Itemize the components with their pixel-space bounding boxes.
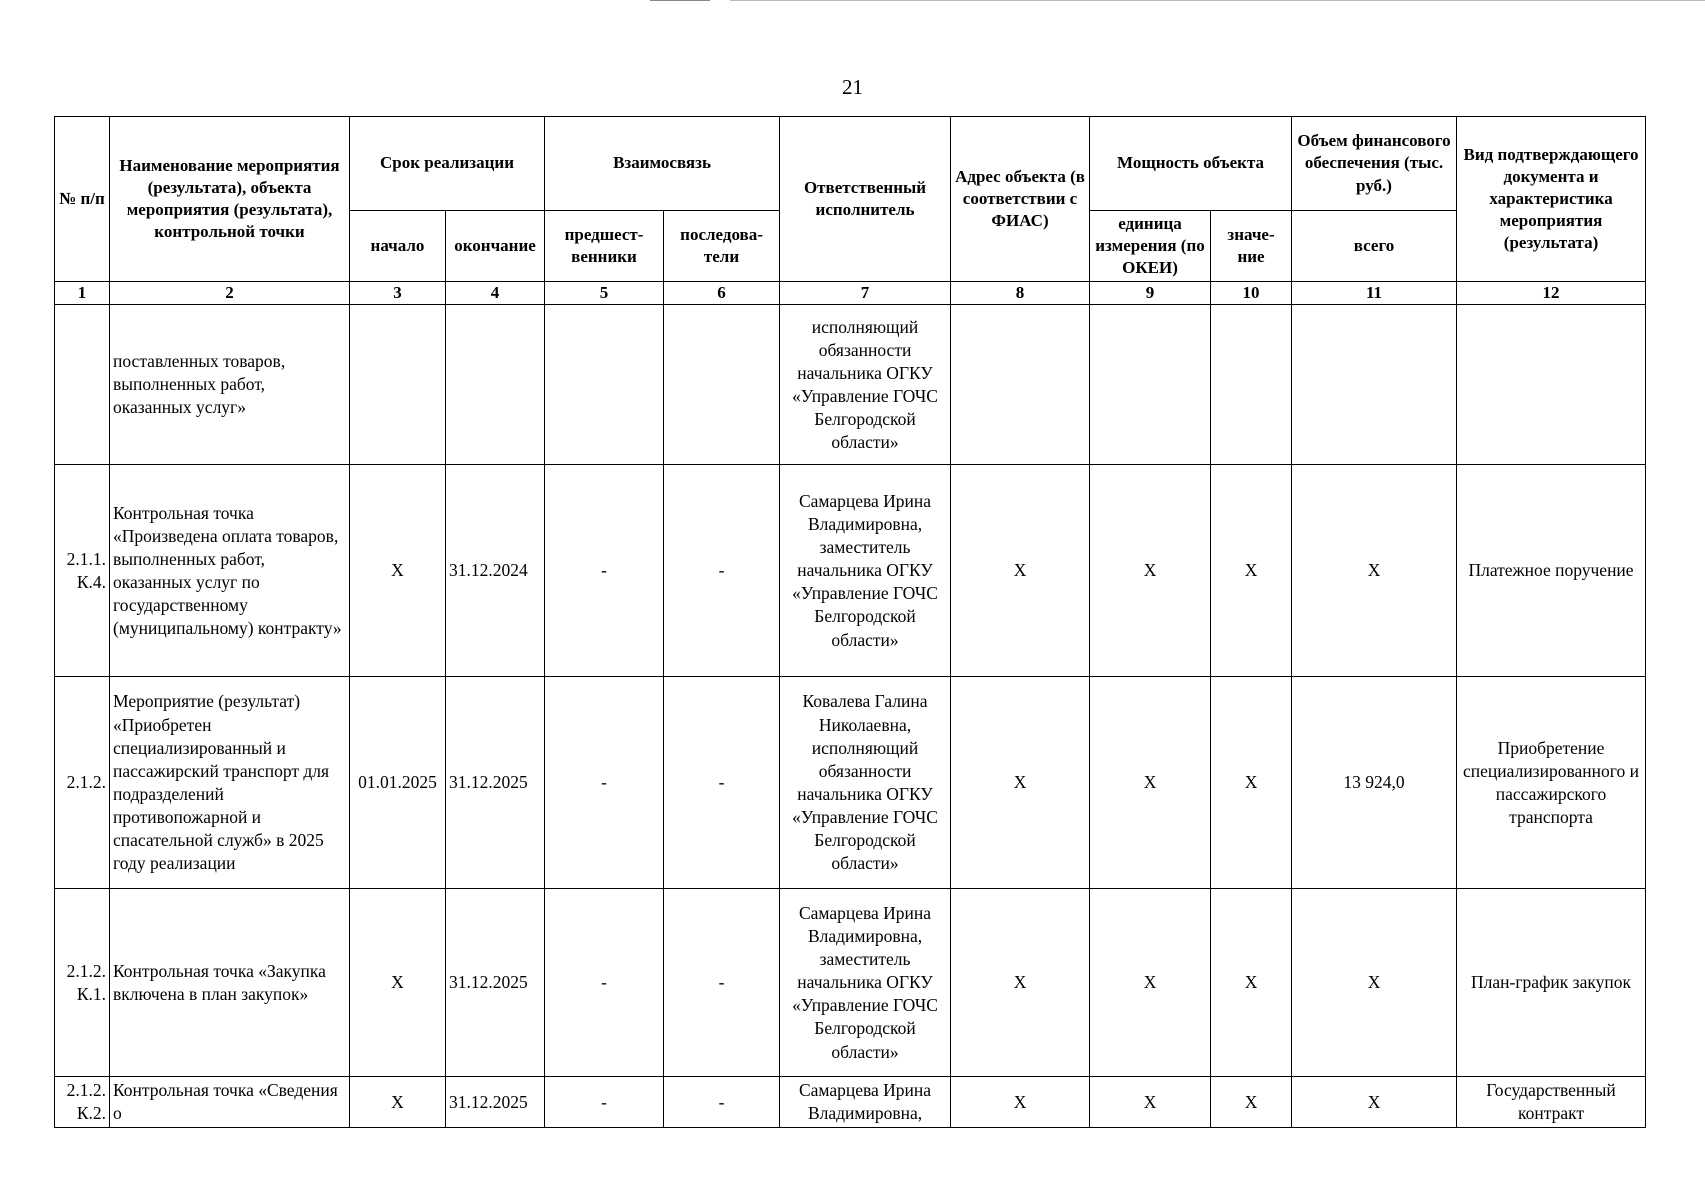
row-pred: - xyxy=(545,889,664,1077)
header-col-finance: Объем финансового обеспечения (тыс. руб.) xyxy=(1292,117,1457,211)
row-document: Государственный контракт xyxy=(1457,1077,1646,1128)
row-total: 13 924,0 xyxy=(1292,677,1457,889)
column-number-row xyxy=(55,282,1646,305)
row-address: X xyxy=(951,465,1090,677)
row-number: 2.1.1. К.4. xyxy=(55,465,110,677)
row-value xyxy=(1211,305,1292,465)
row-pred xyxy=(545,305,664,465)
header-col-start: начало xyxy=(350,211,446,282)
column-number: 10 xyxy=(1211,282,1292,305)
row-total xyxy=(1292,305,1457,465)
row-succ: - xyxy=(664,889,780,1077)
header-row-top xyxy=(55,117,1646,211)
row-responsible: Самарцева Ирина Владимировна, xyxy=(780,1077,951,1128)
row-start: X xyxy=(350,465,446,677)
row-succ: - xyxy=(664,465,780,677)
row-value: X xyxy=(1211,465,1292,677)
row-unit: X xyxy=(1090,677,1211,889)
header-col-succ: последова-тели xyxy=(664,211,780,282)
row-succ: - xyxy=(664,1077,780,1128)
column-number: 1 xyxy=(55,282,110,305)
column-number: 2 xyxy=(110,282,350,305)
row-name: Мероприятие (результат) «Приобретен специализированный и пассажирский транспорт для подразделений противопожарной и спасательной служб» в 2025 году реализации xyxy=(110,677,350,889)
row-total: X xyxy=(1292,465,1457,677)
row-address: X xyxy=(951,889,1090,1077)
column-number: 11 xyxy=(1292,282,1457,305)
row-pred: - xyxy=(545,677,664,889)
column-number: 9 xyxy=(1090,282,1211,305)
page-number: 21 xyxy=(842,75,863,99)
row-succ xyxy=(664,305,780,465)
header-col-end: окончание xyxy=(446,211,545,282)
row-responsible: исполняющий обязанности начальника ОГКУ «Управление ГОЧС Белгородской области» xyxy=(780,305,951,465)
table-row xyxy=(55,677,1646,889)
row-end: 31.12.2025 xyxy=(446,677,545,889)
row-name: Контрольная точка «Сведения о xyxy=(110,1077,350,1128)
column-number: 12 xyxy=(1457,282,1646,305)
row-succ: - xyxy=(664,677,780,889)
row-name: поставленных товаров, выполненных работ, оказанных услуг» xyxy=(110,305,350,465)
row-name: Контрольная точка «Произведена оплата товаров, выполненных работ, оказанных услуг по государственному (муниципальному) контракту» xyxy=(110,465,350,677)
row-end: 31.12.2025 xyxy=(446,889,545,1077)
implementation-plan-table xyxy=(54,116,1646,1128)
row-address: X xyxy=(951,677,1090,889)
row-pred: - xyxy=(545,1077,664,1128)
table-row xyxy=(55,1077,1646,1128)
row-number xyxy=(55,305,110,465)
row-document: План-график закупок xyxy=(1457,889,1646,1077)
table-row xyxy=(55,889,1646,1077)
row-start: X xyxy=(350,1077,446,1128)
header-col-term: Срок реализации xyxy=(350,117,545,211)
row-pred: - xyxy=(545,465,664,677)
row-end xyxy=(446,305,545,465)
header-col-total: всего xyxy=(1292,211,1457,282)
header-col-unit: единица измерения (по ОКЕИ) xyxy=(1090,211,1211,282)
row-value: X xyxy=(1211,889,1292,1077)
row-total: X xyxy=(1292,1077,1457,1128)
column-number: 5 xyxy=(545,282,664,305)
row-end: 31.12.2025 xyxy=(446,1077,545,1128)
row-number: 2.1.2. xyxy=(55,677,110,889)
row-responsible: Самарцева Ирина Владимировна, заместитель начальника ОГКУ «Управление ГОЧС Белгородской области» xyxy=(780,465,951,677)
header-col-name: Наименование мероприятия (результата), объекта мероприятия (результата), контрольной точки xyxy=(110,117,350,282)
row-document: Платежное поручение xyxy=(1457,465,1646,677)
header-col-capacity: Мощность объекта xyxy=(1090,117,1292,211)
row-total: X xyxy=(1292,889,1457,1077)
row-start xyxy=(350,305,446,465)
row-unit xyxy=(1090,305,1211,465)
column-number: 3 xyxy=(350,282,446,305)
table-row xyxy=(55,465,1646,677)
header-col-pred: предшест-венники xyxy=(545,211,664,282)
row-value: X xyxy=(1211,1077,1292,1128)
column-number: 7 xyxy=(780,282,951,305)
row-responsible: Ковалева Галина Николаевна, исполняющий обязанности начальника ОГКУ «Управление ГОЧС Белгородской области» xyxy=(780,677,951,889)
header-col-relation: Взаимосвязь xyxy=(545,117,780,211)
header-col-resp: Ответственный исполнитель xyxy=(780,117,951,282)
row-end: 31.12.2024 xyxy=(446,465,545,677)
header-col-value: значе-ние xyxy=(1211,211,1292,282)
row-unit: X xyxy=(1090,465,1211,677)
column-number: 6 xyxy=(664,282,780,305)
column-number: 4 xyxy=(446,282,545,305)
row-number: 2.1.2. К.2. xyxy=(55,1077,110,1128)
row-responsible: Самарцева Ирина Владимировна, заместитель начальника ОГКУ «Управление ГОЧС Белгородской области» xyxy=(780,889,951,1077)
row-number: 2.1.2. К.1. xyxy=(55,889,110,1077)
row-address: X xyxy=(951,1077,1090,1128)
row-document: Приобретение специализированного и пассажирского транспорта xyxy=(1457,677,1646,889)
row-value: X xyxy=(1211,677,1292,889)
header-col-num: № п/п xyxy=(55,117,110,282)
row-name: Контрольная точка «Закупка включена в план закупок» xyxy=(110,889,350,1077)
header-col-address: Адрес объекта (в соответствии с ФИАС) xyxy=(951,117,1090,282)
scan-artifact-line xyxy=(650,0,710,1)
row-unit: X xyxy=(1090,889,1211,1077)
row-document xyxy=(1457,305,1646,465)
header-col-doc: Вид подтверждающего документа и характеристика мероприятия (результата) xyxy=(1457,117,1646,282)
column-number: 8 xyxy=(951,282,1090,305)
scan-artifact-line xyxy=(730,0,1705,1)
row-address xyxy=(951,305,1090,465)
row-start: X xyxy=(350,889,446,1077)
row-unit: X xyxy=(1090,1077,1211,1128)
row-start: 01.01.2025 xyxy=(350,677,446,889)
table-row xyxy=(55,305,1646,465)
